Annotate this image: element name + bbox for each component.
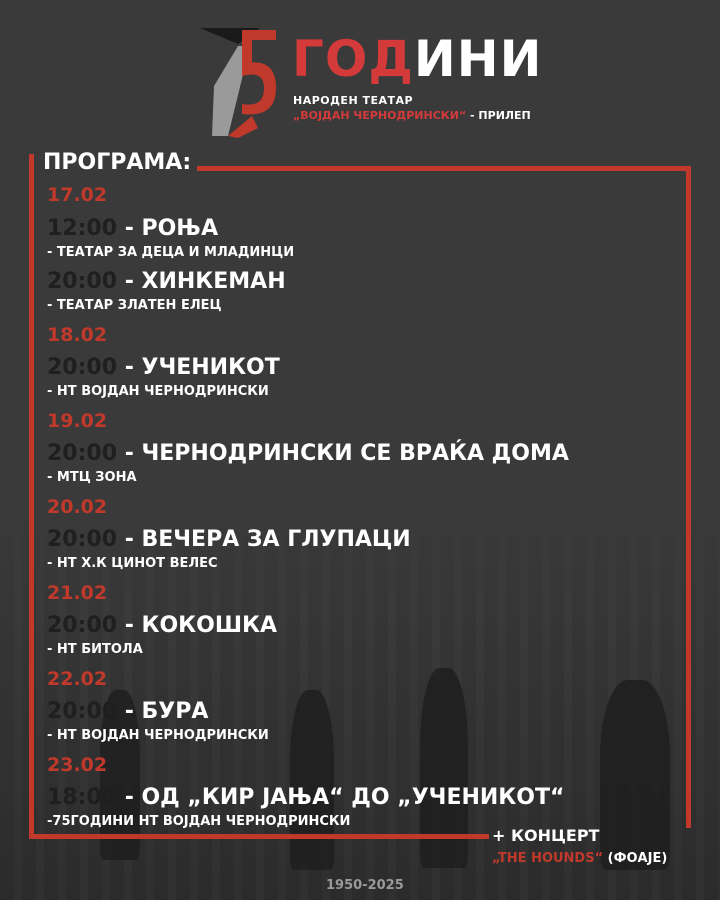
event-company: - ТЕАТАР ЗЛАТЕН ЕЛЕЦ: [47, 298, 222, 313]
concert-label: + КОНЦЕРТ: [492, 826, 600, 845]
event-name: - ОД „КИР ЈАЊА“ ДО „УЧЕНИКОТ“: [117, 785, 565, 810]
frame-left: [29, 154, 34, 839]
event-title: [47, 785, 564, 810]
theatre-label: НАРОДЕН ТЕАТАР: [293, 94, 414, 107]
concert-band: „THE HOUNDS“: [492, 851, 604, 866]
logo-title-red: ГОД: [292, 30, 414, 88]
event-company: -75ГОДИНИ НТ ВОЈДАН ЧЕРНОДРИНСКИ: [47, 814, 351, 829]
theatre-city: - ПРИЛЕП: [466, 109, 531, 122]
theatre-name-line: [293, 109, 531, 122]
logo-75-icon: [198, 26, 280, 138]
event-title: [47, 441, 569, 466]
concert-info: [492, 851, 667, 866]
anniversary-years: 1950-2025: [326, 878, 404, 893]
date-18-02: 18.02: [47, 324, 108, 346]
event-time: 20:00: [47, 527, 118, 552]
event-title: [47, 355, 280, 380]
program-title: ПРОГРАМА:: [43, 150, 192, 175]
frame-bottom: [29, 834, 489, 839]
event-title: [47, 527, 411, 552]
date-17-02: 17.02: [47, 184, 108, 206]
background-figure: [600, 680, 670, 870]
event-time: 18:00: [47, 785, 118, 810]
date-23-02: 23.02: [47, 754, 108, 776]
event-company: - НТ ВОЈДАН ЧЕРНОДРИНСКИ: [47, 728, 269, 743]
concert-venue: (ФОАЈЕ): [603, 851, 668, 866]
event-time: 20:00: [47, 613, 118, 638]
event-company: - МТЦ ЗОНА: [47, 470, 137, 485]
event-title: [47, 613, 277, 638]
event-name: - БУРА: [117, 699, 209, 724]
event-time: 20:00: [47, 699, 118, 724]
logo-title: [292, 30, 542, 88]
date-22-02: 22.02: [47, 668, 108, 690]
event-company: - НТ Х.К ЦИНОТ ВЕЛЕС: [47, 556, 218, 571]
frame-top: [197, 166, 691, 171]
theatre-name: „ВОЈДАН ЧЕРНОДРИНСКИ“: [293, 109, 467, 122]
event-name: - ЧЕРНОДРИНСКИ СЕ ВРАЌА ДОМА: [117, 441, 569, 466]
event-time: 20:00: [47, 269, 118, 294]
date-21-02: 21.02: [47, 582, 108, 604]
date-20-02: 20.02: [47, 496, 108, 518]
date-19-02: 19.02: [47, 410, 108, 432]
event-name: - УЧЕНИКОТ: [117, 355, 280, 380]
event-company: - НТ БИТОЛА: [47, 642, 143, 657]
event-company: - ТЕАТАР ЗА ДЕЦА И МЛАДИНЦИ: [47, 245, 295, 260]
frame-right: [686, 166, 691, 828]
logo-title-white: ИНИ: [413, 30, 543, 88]
event-title: [47, 269, 286, 294]
event-company: - НТ ВОЈДАН ЧЕРНОДРИНСКИ: [47, 384, 269, 399]
event-title: [47, 699, 208, 724]
event-time: 20:00: [47, 441, 118, 466]
event-title: [47, 216, 218, 241]
background-figure: [290, 690, 334, 870]
event-name: - ВЕЧЕРА ЗА ГЛУПАЦИ: [117, 527, 411, 552]
event-name: - КОКОШКА: [117, 613, 278, 638]
event-time: 20:00: [47, 355, 118, 380]
event-name: - РОЊА: [117, 216, 219, 241]
event-name: - ХИНКЕМАН: [117, 269, 286, 294]
event-time: 12:00: [47, 216, 118, 241]
